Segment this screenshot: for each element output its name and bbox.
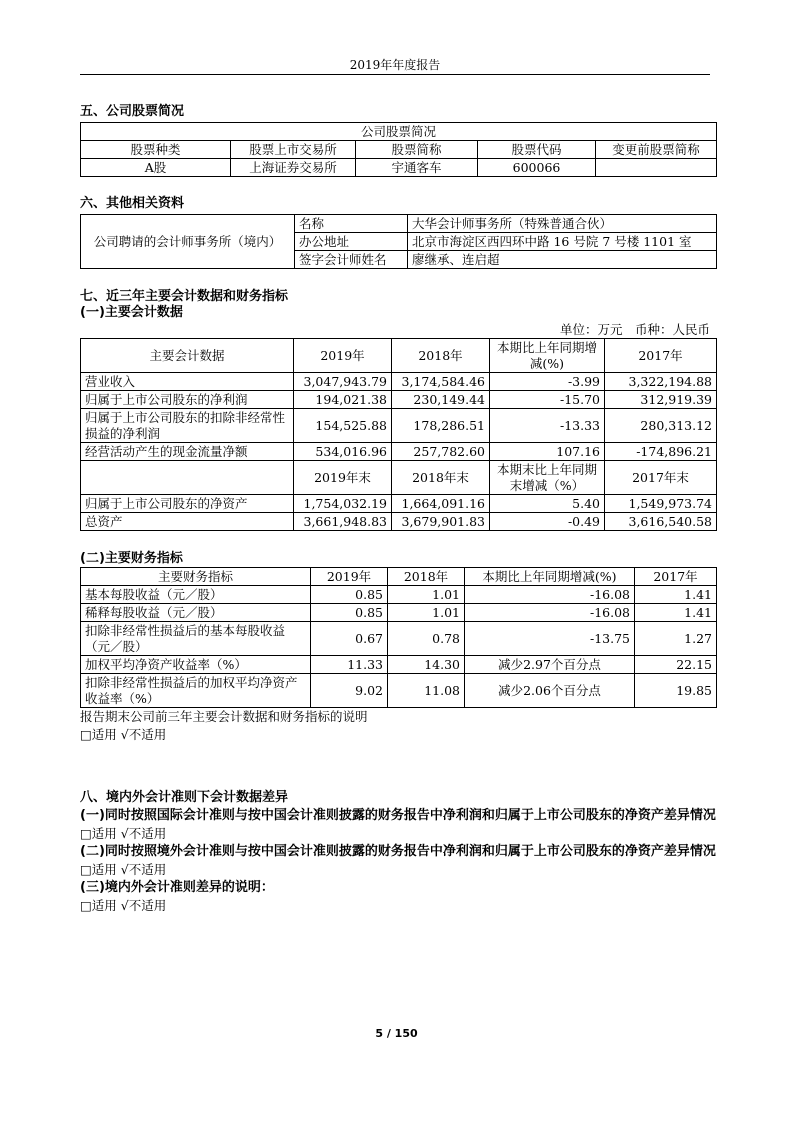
- table-cell: 廖继承、连启超: [408, 251, 717, 269]
- table-header-cell: 本期比上年同期增减(%): [490, 339, 605, 373]
- table-cell: 1.27: [635, 622, 717, 656]
- table-cell: 1,549,973.74: [605, 495, 717, 513]
- section-heading: 五、公司股票简况: [80, 104, 185, 119]
- unit-note: 单位：万元 币种：人民币: [559, 322, 710, 337]
- table-cell: 大华会计师事务所（特殊普通合伙）: [408, 215, 717, 233]
- table-cell: 3,679,901.83: [392, 513, 490, 531]
- table-caption: 公司股票简况: [81, 123, 717, 141]
- table-header-cell: 2019年: [294, 339, 392, 373]
- table-cell: -16.08: [465, 604, 635, 622]
- table-row: [81, 674, 717, 708]
- table-cell: 1.01: [388, 604, 465, 622]
- table-cell: 11.33: [311, 656, 388, 674]
- table-cell: 1,754,032.19: [294, 495, 392, 513]
- table-cell: 600066: [478, 159, 596, 177]
- table-cell: -0.49: [490, 513, 605, 531]
- table-cell: 230,149.44: [392, 391, 490, 409]
- applicability-option: □适用 √不适用: [80, 898, 167, 913]
- applicability-option: □适用 √不适用: [80, 727, 167, 742]
- table-cell: 1,664,091.16: [392, 495, 490, 513]
- section-stock-overview: [80, 104, 716, 177]
- table-cell: 签字会计师姓名: [295, 251, 408, 269]
- table-cell: 0.67: [311, 622, 388, 656]
- auditor-label: 公司聘请的会计师事务所（境内）: [81, 215, 295, 269]
- table-cell: 3,616,540.58: [605, 513, 717, 531]
- table-header-cell: 2017年末: [605, 461, 717, 495]
- table-cell: 扣除非经常性损益后的基本每股收益（元／股）: [81, 622, 311, 656]
- table-cell: 办公地址: [295, 233, 408, 251]
- table-row: [81, 586, 717, 604]
- table-cell: 178,286.51: [392, 409, 490, 443]
- section-accounting-differences: [80, 789, 716, 915]
- section-heading: 八、境内外会计准则下会计数据差异: [80, 790, 289, 805]
- section-heading: 七、近三年主要会计数据和财务指标: [80, 289, 289, 304]
- table-cell: 1.01: [388, 586, 465, 604]
- table-header-cell: 股票上市交易所: [231, 141, 356, 159]
- table-cell: 稀释每股收益（元／股）: [81, 604, 311, 622]
- table-row: [81, 443, 717, 461]
- subsection-heading: (一)同时按照国际会计准则与按中国会计准则披露的财务报告中净利润和归属于上市公司股东的净资产差异情况: [80, 808, 716, 823]
- stock-table: [80, 122, 717, 177]
- table-cell: 257,782.60: [392, 443, 490, 461]
- table-header-cell: 主要财务指标: [81, 568, 311, 586]
- table-cell: -3.99: [490, 373, 605, 391]
- table-cell: 3,174,584.46: [392, 373, 490, 391]
- table-cell: 总资产: [81, 513, 294, 531]
- table-cell: 0.85: [311, 586, 388, 604]
- table-cell: 14.30: [388, 656, 465, 674]
- table-cell: 基本每股收益（元／股）: [81, 586, 311, 604]
- table-cell: 经营活动产生的现金流量净额: [81, 443, 294, 461]
- auditor-table: [80, 214, 717, 269]
- table-cell: -13.33: [490, 409, 605, 443]
- table-cell: 名称: [295, 215, 408, 233]
- table-header-cell: 股票代码: [478, 141, 596, 159]
- table-cell: 营业收入: [81, 373, 294, 391]
- section-other-info: [80, 196, 716, 269]
- subsection-heading: (一)主要会计数据: [80, 305, 183, 320]
- table-header-cell: 股票种类: [81, 141, 231, 159]
- table-cell: 534,016.96: [294, 443, 392, 461]
- table-cell: 3,661,948.83: [294, 513, 392, 531]
- table-cell: 312,919.39: [605, 391, 717, 409]
- header-rule: [80, 74, 710, 75]
- applicability-option: □适用 √不适用: [80, 862, 167, 877]
- table-cell: 154,525.88: [294, 409, 392, 443]
- table-cell: 减少2.06个百分点: [465, 674, 635, 708]
- table-row: [81, 495, 717, 513]
- subsection-heading: (二)主要财务指标: [80, 551, 183, 566]
- table-header-cell: 2018年: [388, 568, 465, 586]
- financial-indicators-table: [80, 567, 717, 708]
- table-cell: 0.85: [311, 604, 388, 622]
- table-cell: 减少2.97个百分点: [465, 656, 635, 674]
- table-header-cell: 本期比上年同期增减(%): [465, 568, 635, 586]
- table-cell: 归属于上市公司股东的扣除非经常性损益的净利润: [81, 409, 294, 443]
- table-cell: 19.85: [635, 674, 717, 708]
- table-header-cell: 2019年末: [294, 461, 392, 495]
- table-cell: [596, 159, 717, 177]
- table-header-cell: 2019年: [311, 568, 388, 586]
- table-row: [81, 391, 717, 409]
- table-cell: 22.15: [635, 656, 717, 674]
- table-cell: 194,021.38: [294, 391, 392, 409]
- table-cell: -13.75: [465, 622, 635, 656]
- table-cell: 上海证券交易所: [231, 159, 356, 177]
- table-header-cell: 主要会计数据: [81, 339, 294, 373]
- accounting-data-table: [80, 338, 717, 531]
- table-row: [81, 513, 717, 531]
- table-cell: 9.02: [311, 674, 388, 708]
- applicability-option: □适用 √不适用: [80, 826, 167, 841]
- table-row: [81, 622, 717, 656]
- table-header-cell: 2017年: [605, 339, 717, 373]
- table-row: [81, 656, 717, 674]
- page-number: 5 / 150: [375, 1027, 418, 1040]
- table-cell: 280,313.12: [605, 409, 717, 443]
- section-key-financials: [80, 289, 716, 744]
- table-cell: 1.41: [635, 586, 717, 604]
- table-cell: 3,047,943.79: [294, 373, 392, 391]
- table-cell: 加权平均净资产收益率（%）: [81, 656, 311, 674]
- table-cell: 3,322,194.88: [605, 373, 717, 391]
- table-cell: 107.16: [490, 443, 605, 461]
- table-row: [81, 373, 717, 391]
- table-cell: 归属于上市公司股东的净利润: [81, 391, 294, 409]
- note-text: 报告期末公司前三年主要会计数据和财务指标的说明: [80, 709, 368, 724]
- page-header: 2019年年度报告: [349, 58, 441, 72]
- table-cell: -15.70: [490, 391, 605, 409]
- table-header-cell: 2017年: [635, 568, 717, 586]
- table-row: [81, 159, 717, 177]
- table-row: [81, 409, 717, 443]
- table-header-cell: 2018年末: [392, 461, 490, 495]
- table-header-cell: 变更前股票简称: [596, 141, 717, 159]
- table-header-cell: 本期末比上年同期末增减（%）: [490, 461, 605, 495]
- table-cell: 北京市海淀区西四环中路 16 号院 7 号楼 1101 室: [408, 233, 717, 251]
- section-heading: 六、其他相关资料: [80, 196, 185, 211]
- table-cell: 宇通客车: [356, 159, 478, 177]
- table-header-cell: 股票简称: [356, 141, 478, 159]
- table-cell: 0.78: [388, 622, 465, 656]
- subsection-heading: (二)同时按照境外会计准则与按中国会计准则披露的财务报告中净利润和归属于上市公司股东的净资产差异情况: [80, 844, 716, 859]
- table-cell: -16.08: [465, 586, 635, 604]
- table-cell: -174,896.21: [605, 443, 717, 461]
- table-header-cell: [81, 461, 294, 495]
- table-row: [81, 604, 717, 622]
- table-cell: 5.40: [490, 495, 605, 513]
- table-cell: 1.41: [635, 604, 717, 622]
- subsection-heading: (三)境内外会计准则差异的说明：: [80, 880, 274, 895]
- table-cell: 扣除非经常性损益后的加权平均净资产收益率（%）: [81, 674, 311, 708]
- table-cell: 归属于上市公司股东的净资产: [81, 495, 294, 513]
- table-cell: 11.08: [388, 674, 465, 708]
- table-cell: A股: [81, 159, 231, 177]
- table-header-cell: 2018年: [392, 339, 490, 373]
